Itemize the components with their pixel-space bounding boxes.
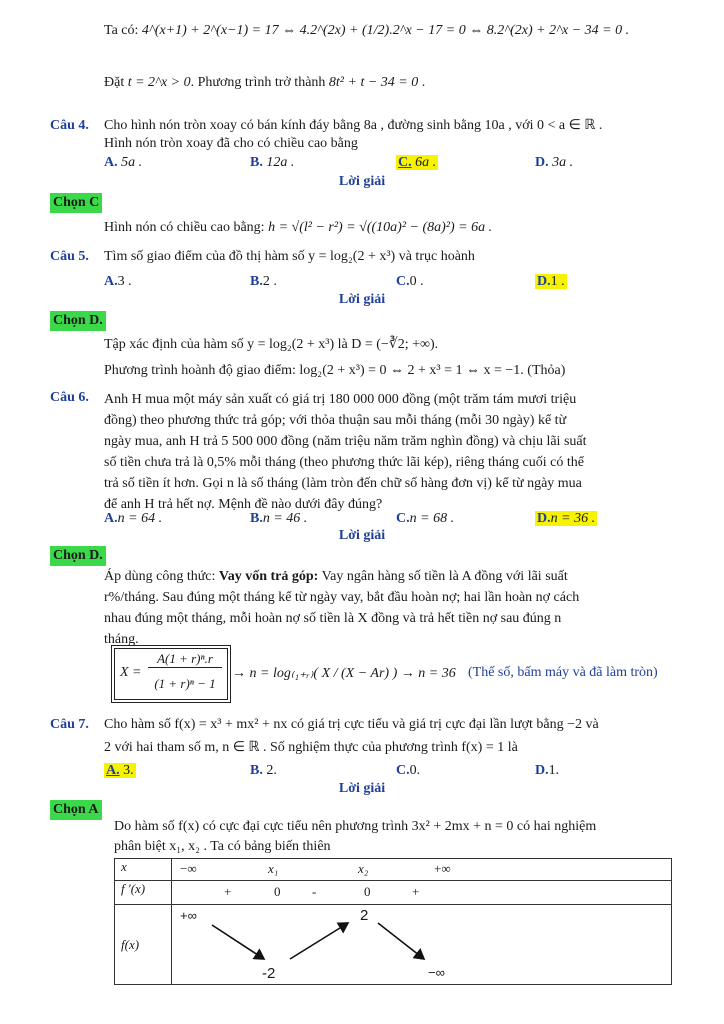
- variation-row-fprime: [115, 881, 672, 905]
- table-f-values: [172, 905, 672, 985]
- q6-solution-line: Áp dùng công thức: Vay vốn trả góp: Vay ngân hàng số tiền là A đồng với lãi suất: [104, 569, 568, 584]
- q7-option-a[interactable]: [104, 762, 136, 780]
- arrow-down-2: [378, 923, 424, 959]
- q6-text-line: ngày mua, anh H trả 5 500 000 đồng (năm triệu năm trăm nghìn đồng) và chịu lãi suất: [104, 434, 587, 449]
- q4-solution-title: Lời giải: [338, 174, 386, 189]
- q4-solution-prefix: Hình nón có chiều cao bằng:: [104, 220, 265, 235]
- q7-solution-line-2: phân biệt x₁, x₂ . Ta có bảng biến thiên: [114, 839, 331, 854]
- x-x2: x₂: [358, 861, 369, 876]
- q5-option-a[interactable]: [104, 273, 132, 291]
- q6-option-c[interactable]: [396, 510, 454, 528]
- q4-option-d-key: D.: [535, 155, 549, 170]
- question-5-text: Tìm số giao điểm của đồ thị hàm số y = log₂(2 + x³) và trục hoành: [104, 249, 475, 264]
- q6-option-c-val: n = 68 .: [409, 511, 455, 526]
- sign-zero-2: 0: [364, 884, 371, 899]
- sign-plus-1: +: [224, 884, 232, 899]
- q6-option-a-key: A.: [104, 511, 118, 526]
- q7-option-b-key: B.: [250, 763, 263, 778]
- question-5-label: Câu 5.: [50, 249, 89, 264]
- sign-minus: -: [312, 884, 317, 899]
- q6-option-b-val: n = 46 .: [262, 511, 308, 526]
- q4-option-d[interactable]: [535, 154, 573, 172]
- formula-numerator: A(1 + r)ⁿ.r: [148, 651, 222, 668]
- f-max-value: 2: [360, 907, 369, 924]
- x-pos-inf: +∞: [434, 861, 451, 876]
- variation-row-f: [115, 905, 672, 985]
- q6-solution-line: tháng.: [104, 632, 139, 647]
- intro-line2-math2: 8t² + t − 34 = 0: [328, 75, 419, 90]
- q5-option-b[interactable]: [250, 273, 277, 291]
- table-fprime-label: f ′(x): [115, 881, 172, 905]
- q6-option-d-val: n = 36 .: [550, 511, 596, 526]
- x-x1: x₁: [268, 861, 279, 876]
- q4-option-d-val: 3a .: [552, 155, 574, 170]
- q7-option-d[interactable]: [535, 762, 559, 780]
- f-top-left-inf: +∞: [180, 908, 197, 923]
- q5-option-b-key: B.: [250, 274, 263, 289]
- f-min-value: -2: [262, 965, 276, 982]
- q5-option-c[interactable]: [396, 273, 424, 291]
- sign-plus-2: +: [412, 884, 420, 899]
- q6-text-line: số tiền chưa trả là 0,5% mỗi tháng (theo phương thức lãi kép), riêng tháng cuối có thể: [104, 455, 584, 470]
- q6-option-d-key: D.: [537, 511, 551, 526]
- q4-option-a-key: A.: [104, 155, 118, 170]
- q6-answer-badge: Chọn D.: [50, 546, 106, 566]
- q7-answer-badge: Chọn A: [50, 800, 102, 820]
- q5-solution-title: Lời giải: [338, 292, 386, 307]
- q6-text-line: để anh H trả hết nợ. Mệnh đề nào dưới đây đúng?: [104, 497, 383, 512]
- q4-option-c[interactable]: [396, 154, 438, 172]
- q5-option-d-key: D.: [537, 274, 551, 289]
- q5-solution-line-1: Tập xác định của hàm số y = log₂(2 + x³) là D = (−∛2; +∞).: [104, 337, 439, 352]
- intro-line2-prefix: Đặt: [104, 75, 125, 90]
- q6-text-line: đồng) theo phương thức trả góp; với thỏa thuận sau mỗi tháng (mỗi 30 ngày) kể từ: [104, 413, 567, 428]
- question-7-text-2: 2 với hai tham số m, n ∈ ℝ . Số nghiệm thực của phương trình f(x) = 1 là: [104, 740, 518, 755]
- intro-line2-end: .: [421, 75, 426, 90]
- variation-row-x: [115, 859, 672, 881]
- q4-option-b-key: B.: [250, 155, 263, 170]
- q6-option-a[interactable]: [104, 510, 162, 528]
- q7-solution-title: Lời giải: [338, 781, 386, 796]
- intro-prefix: Ta có:: [104, 23, 139, 38]
- table-fprime-signs: [172, 881, 672, 905]
- q7-option-d-val: 1.: [548, 763, 560, 778]
- question-4-label: Câu 4.: [50, 118, 89, 133]
- q7-option-a-key: A.: [106, 763, 120, 778]
- table-x-label: x: [115, 859, 172, 881]
- q6-option-b[interactable]: [250, 510, 307, 528]
- q6-solution-line: r%/tháng. Sau đúng một tháng kể từ ngày vay, bắt đầu hoàn nợ; hai lần hoàn nợ cách: [104, 590, 580, 605]
- formula-x-eq: X =: [120, 665, 142, 680]
- q6-option-b-key: B.: [250, 511, 263, 526]
- arrow-up: [290, 923, 348, 959]
- q4-option-c-key: C.: [398, 155, 412, 170]
- q6-text-line: trả số tiền ít hơn. Gọi n là số tháng (làm tròn đến chữ số hàng đơn vị) kể từ ngày mua: [104, 476, 582, 491]
- question-7-text-1: Cho hàm số f(x) = x³ + mx² + nx có giá trị cực tiểu và giá trị cực đại lần lượt bằng −2 và: [104, 717, 599, 732]
- formula-name: Vay vốn trả góp:: [218, 569, 319, 584]
- q6-option-d[interactable]: [535, 510, 597, 528]
- question-4-text-2: Hình nón tròn xoay đã cho có chiều cao bằng: [104, 136, 358, 151]
- variation-arrows: [172, 905, 472, 985]
- q4-option-b[interactable]: [250, 154, 294, 172]
- q7-option-b[interactable]: [250, 762, 277, 780]
- question-7-label: Câu 7.: [50, 717, 89, 732]
- table-x-values: [172, 859, 672, 881]
- q5-option-c-key: C.: [396, 274, 410, 289]
- q4-option-a-val: 5a .: [121, 155, 143, 170]
- q6-option-a-val: n = 64 .: [117, 511, 163, 526]
- q5-solution-line-2: Phương trình hoành độ giao điểm: log₂(2 + x³) = 0 ⇔ 2 + x³ = 1 ⇔ x = −1. (Thỏa): [104, 363, 566, 378]
- q7-option-a-val: 3.: [123, 763, 134, 778]
- intro-line2-mid: . Phương trình trở thành: [190, 75, 326, 90]
- q5-option-a-key: A.: [104, 274, 118, 289]
- arrow-down-1: [212, 925, 264, 959]
- q7-option-c-key: C.: [396, 763, 410, 778]
- q5-answer-badge: Chọn D.: [50, 311, 106, 331]
- q7-option-c[interactable]: [396, 762, 420, 780]
- table-f-label: f(x): [115, 905, 172, 985]
- intro-line2-math: t = 2^x > 0: [127, 75, 191, 90]
- q6-solution-title: Lời giải: [338, 528, 386, 543]
- q4-option-b-val: 12a .: [266, 155, 295, 170]
- formula-log-result: → n = log₍₁₊ᵣ₎( X / (X − Ar) ) → n = 36: [232, 666, 456, 681]
- q5-option-b-val: 2 .: [262, 274, 277, 289]
- q6-option-c-key: C.: [396, 511, 410, 526]
- q7-option-c-val: 0.: [409, 763, 421, 778]
- question-6-text: [104, 389, 672, 515]
- intro-line-1: [104, 22, 629, 40]
- q4-option-c-val: 6a .: [415, 155, 437, 170]
- q6-solution-text: [104, 566, 672, 650]
- variation-table: [114, 858, 672, 985]
- q5-option-d-val: 1 .: [550, 274, 565, 289]
- q4-answer-badge: Chọn C: [50, 193, 102, 213]
- q6-text-line: Anh H mua một máy sản xuất có giá trị 180 000 000 đồng (một trăm tám mươi triệu: [104, 392, 577, 407]
- q4-solution-math: h = √(l² − r²) = √((10a)² − (8a)²) = 6a .: [268, 220, 493, 235]
- q7-option-d-key: D.: [535, 763, 549, 778]
- question-6-label: Câu 6.: [50, 390, 89, 405]
- formula-denominator: (1 + r)ⁿ − 1: [154, 676, 216, 691]
- q4-solution-line: [104, 219, 492, 237]
- q7-solution-line-1: Do hàm số f(x) có cực đại cực tiểu nên phương trình 3x² + 2mx + n = 0 có hai nghiệm: [114, 819, 597, 834]
- question-4-text-1: Cho hình nón tròn xoay có bán kính đáy bằng 8a , đường sinh bằng 10a , với 0 < a ∈ ℝ .: [104, 118, 603, 133]
- intro-equation: 4^(x+1) + 2^(x−1) = 17 ⇔ 4.2^(2x) + (1/2).2^x − 17 = 0 ⇔ 8.2^(2x) + 2^x − 34 = 0 .: [141, 23, 630, 38]
- q5-option-c-val: 0 .: [409, 274, 424, 289]
- q7-option-b-val: 2.: [266, 763, 277, 778]
- q6-solution-line: nhau đúng một tháng, mỗi hoàn nợ số tiền là X đồng và trả hết tiền nợ sau đúng n: [104, 611, 562, 626]
- intro-line-2: [104, 74, 425, 92]
- q4-option-a[interactable]: [104, 154, 142, 172]
- q5-option-a-val: 3 .: [117, 274, 132, 289]
- f-bottom-right-inf: −∞: [428, 965, 445, 980]
- x-neg-inf: −∞: [180, 861, 197, 876]
- sign-zero-1: 0: [274, 884, 281, 899]
- q5-option-d[interactable]: [535, 273, 567, 291]
- formula-note: (Thế số, bấm máy và đã làm tròn): [468, 665, 658, 680]
